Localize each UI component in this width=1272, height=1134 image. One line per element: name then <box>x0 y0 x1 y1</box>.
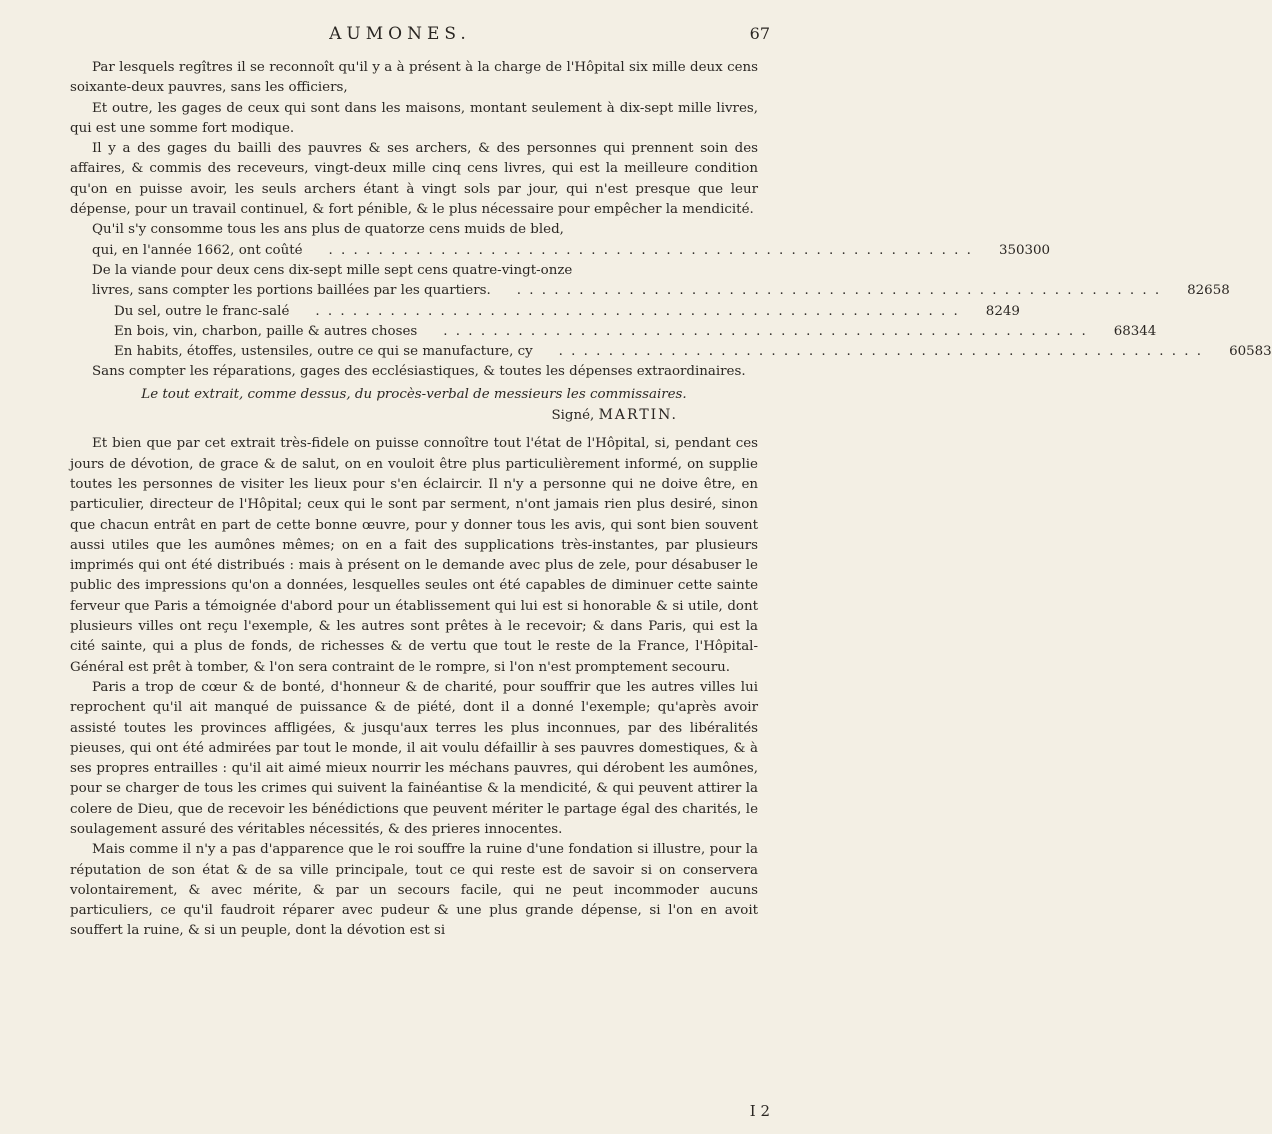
paragraph-grain-lead: Qu'il s'y consomme tous les ans plus de quatorze cens muids de bled, <box>92 222 564 238</box>
ledger-label: qui, en l'année 1662, ont coûté <box>92 242 303 258</box>
ledger-amount: 60583 <box>1229 344 1272 360</box>
ledger-label: En habits, étoffes, ustensiles, outre ce qui se manufacture, cy <box>114 344 533 360</box>
leader-dots: . . . . . . . . . . . . . . . . . . . . . . . . . . . . . . . . . . . . . . . . . . . . . . . . . . . . <box>443 323 1088 339</box>
ledger-label: livres, sans compter les portions baillées par les quartiers. <box>92 283 491 299</box>
ledger-amount: 350300 <box>998 242 1051 258</box>
paragraph-appeal: Et bien que par cet extrait très-fidele on puisse connoître tout l'état de l'Hôpital, si, pendant ces jours de dévotion, de grace & de salut, on en vouloit être plus particulièrement informé, on supplie toutes les personnes de visiter les lieux pour s'en éclaircir. Il n'y a personne qui ne doive être, en particulier, directeur de l'Hôpital; ceux qui le sont par serment, n'ont jamais rien plus desiré, sinon que chacun entrât en part de cette bonne œuvre, pour y donner tous les avis, qui sont bien souvent aussi utiles que les aumônes mêmes; on en a fait des supplications très-instantes, par plusieurs imprimés qui ont été distribués : mais à présent on le demande avec plus de zele, pour désabuser le public des impressions qu'on a données, lesquelles seules ont été capables de diminuer cette sainte ferveur que Paris a témoignée d'abord pour un établissement qui lui est si honorable & si utile, dont plusieurs villes ont reçu l'exemple, & les autres sont prêtes à le recevoir; & dans Paris, qui est la cité sainte, qui a plus de fonds, de richesses & de vertu que tout le reste de la France, l'Hôpital-Général est prêt à tomber, & l'on sera contraint de le rompre, si l'on n'est promptement secouru. <box>70 436 758 675</box>
running-title: AUMONES. <box>329 24 471 44</box>
extract-note: Le tout extrait, comme dessus, du procès-verbal de messieurs les commissaires. <box>141 386 687 402</box>
ledger-label: Du sel, outre le franc-salé <box>114 303 290 319</box>
signature-mark: I 2 <box>749 1102 770 1120</box>
ledger-amount: 8249 <box>985 303 1020 319</box>
leader-dots: . . . . . . . . . . . . . . . . . . . . . . . . . . . . . . . . . . . . . . . . . . . . . . . . . . . . <box>315 303 960 319</box>
ledger-row-clothing <box>70 342 1272 362</box>
signed-label: Signé, <box>551 408 595 424</box>
paragraph-bailiff-wages: Il y a des gages du bailli des pauvres & ses archers, & des personnes qui prennent soin des affaires, & commis des receveurs, vingt-deux mille cinq cens livres, qui est la meilleure condition qu'on en puisse avoir, les seuls archers étant à vingt sols par jour, qui n'est presque que leur dépense, pour un travail continuel, & fort pénible, & le plus nécessaire pour empêcher la mendicité. <box>70 141 758 218</box>
paragraph-poor-count: Par lesquels regîtres il se reconnoît qu'il y a à présent à la charge de l'Hôpital six mille deux cens soixante-deux pauvres, sans les officiers, <box>70 60 758 96</box>
paragraph-paris: Paris a trop de cœur & de bonté, d'honneur & de charité, pour souffrir que les autres villes lui reprochent qu'il ait manqué de puissance & de piété, dont il a donné l'exemple; qu'après avoir assisté toutes les provinces affligées, & jusqu'aux terres les plus inconnues, par des libéralités pieuses, qui ont été admirées par tout le monde, il ait voulu défaillir à ses pauvres domestiques, & à ses propres entrailles : qu'il ait aimé mieux nourrir les méchans pauvres, qui dérobent les aumônes, pour se charger de tous les crimes qui suivent la fainéantise & la mendicité, & qui peuvent attirer la colere de Dieu, que de recevoir les bénédictions que peuvent mériter le partage égal des charités, le soulagement assuré des véritables nécessités, & des prieres innocentes. <box>70 679 758 837</box>
ledger-label: En bois, vin, charbon, paille & autres choses <box>114 323 418 339</box>
ledger-amount: 68344 <box>1113 323 1157 339</box>
ledger-row-salt <box>70 302 1020 322</box>
signer-name: MARTIN. <box>598 407 678 424</box>
ledger-row-meat <box>70 281 1230 301</box>
leader-dots: . . . . . . . . . . . . . . . . . . . . . . . . . . . . . . . . . . . . . . . . . . . . . . . . . . . . <box>516 283 1162 299</box>
spacer <box>70 426 758 434</box>
ledger-row-wood <box>70 322 1157 342</box>
ledger-row-grain <box>70 241 1051 261</box>
leader-dots: . . . . . . . . . . . . . . . . . . . . . . . . . . . . . . . . . . . . . . . . . . . . . . . . . . . . <box>558 344 1204 360</box>
paragraph-king: Mais comme il n'y a pas d'apparence que le roi souffre la ruine d'une fondation si illustre, pour la réputation de son état & de sa ville principale, tout ce qui reste est de savoir si on conservera volontairement, & avec mérite, & par un secours facile, qui ne peut incommoder aucuns particuliers, ce qu'il faudroit réparer avec pudeur & une plus grande dépense, si l'on en avoit souffert la ruine, & si un peuple, dont la dévotion est si <box>70 842 758 939</box>
paragraph-meat-lead: De la viande pour deux cens dix-sept mille sept cens quatre-vingt-onze <box>92 262 573 278</box>
ledger-amount: 82658 <box>1187 283 1230 299</box>
page-number: 67 <box>749 24 770 43</box>
paragraph-house-wages: Et outre, les gages de ceux qui sont dans les maisons, montant seulement à dix-sept mille livres, qui est une somme fort modique. <box>70 100 758 136</box>
signature-line <box>70 405 758 426</box>
leader-dots: . . . . . . . . . . . . . . . . . . . . . . . . . . . . . . . . . . . . . . . . . . . . . . . . . . . . <box>328 242 973 258</box>
body-text <box>70 58 1272 942</box>
paragraph-extraordinary: Sans compter les réparations, gages des ecclésiastiques, & toutes les dépenses extraordinaires. <box>92 364 746 380</box>
